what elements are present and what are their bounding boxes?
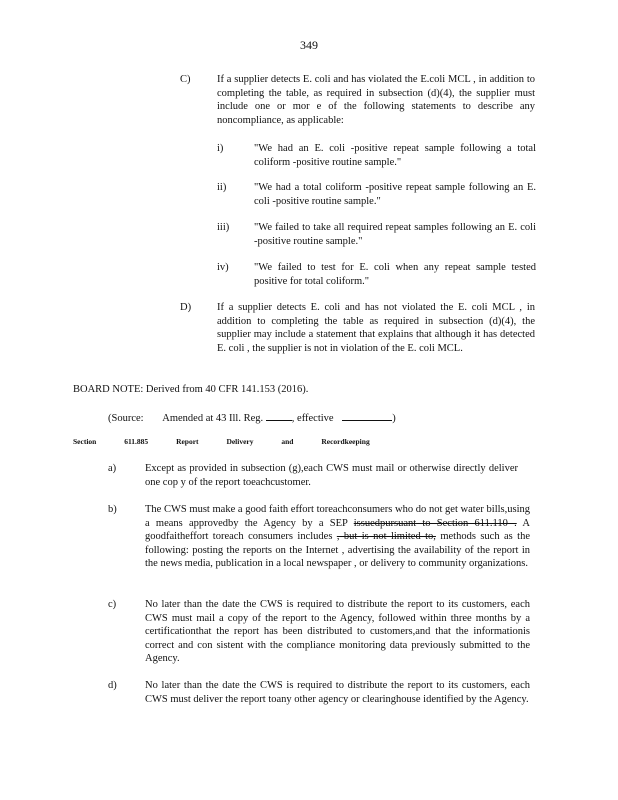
page-number: 349	[300, 38, 318, 52]
section-word: Section	[73, 437, 97, 446]
subsection-d-text: If a supplier detects E. coli and has not violated the E. coli MCL , in addition to completing the table as required in subsection (d)(4), the supplier may include a statement that explains that although it has detected E. coli , the supplier is not in violation of the E. coli MCL.	[217, 302, 535, 354]
section-number: 611.885	[124, 437, 149, 446]
item-b-part3: methods such as the following: posting the reports on the Internet , advertising the availability of the report in the news media, publication in a local newspaper , or delivery to community organizations.	[145, 531, 530, 570]
subsection-d-label: D)	[180, 302, 192, 313]
source-line	[108, 410, 396, 426]
section-heading	[73, 437, 396, 446]
item-b-text	[145, 503, 530, 571]
statement-ii-text: "We had a total coliform -positive repeat sample following an E. coli -positive routine sample."	[254, 182, 536, 207]
subsection-c-label: C)	[180, 74, 191, 85]
item-a-label: a)	[108, 463, 117, 474]
source-effective: , effective	[291, 413, 334, 424]
source-amended: Amended at 43 Ill. Reg.	[162, 413, 264, 424]
source-close: )	[392, 413, 396, 424]
item-b-label: b)	[108, 504, 117, 515]
item-d-text: No later than the date the CWS is required to distribute the report to its customers, each CWS must deliver the report toany other agency or clearinghouse identified by the Agency.	[145, 680, 530, 705]
section-title-report: Report	[176, 437, 199, 446]
item-c-text: No later than the date the CWS is required to distribute the report to its customers, each CWS must mail a copy of the report to the Agency, followed within three months by a certificationthat the report has been distributed to customers,and that the informationis correct and con sistent with the compliance monitoring data previously submitted to the Agency.	[145, 599, 530, 665]
item-b-part2: A goodfaitheffort toreach consumers includes	[145, 517, 530, 543]
statement-i-text: "We had an E. coli -positive repeat sample following a total coliform -positive routine sample."	[254, 143, 536, 168]
statement-iv-label: iv)	[217, 262, 229, 273]
statement-iii-label: iii)	[217, 222, 230, 233]
item-b-strike1: issuedpursuant to Section 611.110 .	[353, 517, 517, 529]
section-title-and: and	[281, 437, 294, 446]
statement-i-label: i)	[217, 143, 224, 154]
item-a-text: Except as provided in subsection (g),each CWS must mail or otherwise directly deliver one cop y of the report toeachcustomer.	[145, 463, 518, 488]
statement-iii-text: "We failed to take all required repeat samples following an E. coli -positive routine sample."	[254, 222, 536, 247]
item-c-label: c)	[108, 599, 117, 610]
source-prefix: (Source:	[108, 413, 144, 424]
section-title-recordkeeping: Recordkeeping	[321, 437, 370, 446]
item-b-part1: The CWS must make a good faith effort toreachconsumers who do not get water bills,using a means approvedby the Agency by a SEP	[145, 504, 530, 529]
source-date-blank	[342, 410, 392, 421]
source-reg-blank	[266, 410, 292, 421]
section-title-delivery: Delivery	[226, 437, 254, 446]
board-note: BOARD NOTE: Derived from 40 CFR 141.153 (2016).	[73, 384, 309, 395]
item-b-strike2: , but is not limited to,	[336, 531, 436, 543]
statement-ii-label: ii)	[217, 182, 227, 193]
statement-iv-text: "We failed to test for E. coli when any repeat sample tested positive for total coliform."	[254, 262, 536, 287]
subsection-c-text: If a supplier detects E. coli and has violated the E.coli MCL , in addition to completing the table, as required in subsection (d)(4), the supplier must include one or mor e of the following statements to describe any noncompliance, as applicable:	[217, 74, 535, 126]
item-d-label: d)	[108, 680, 117, 691]
